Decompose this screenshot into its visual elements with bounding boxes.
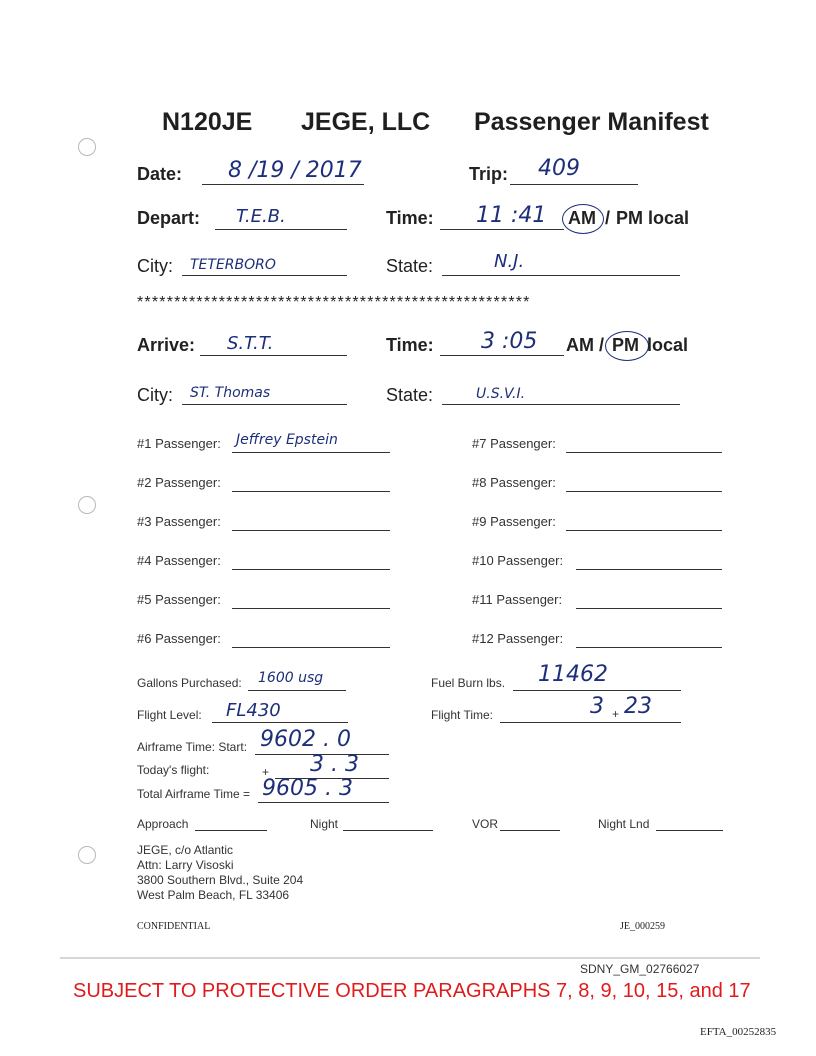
- arrive-am-sep: AM /: [566, 335, 604, 355]
- arrive-time-line: [440, 355, 564, 356]
- night-label: Night: [310, 817, 339, 831]
- trip-label: Trip:: [469, 164, 508, 184]
- passenger-5-line: [232, 608, 390, 609]
- gallons-line: [248, 690, 346, 691]
- date-line: [202, 184, 364, 185]
- passenger-4-label: #4 Passenger:: [137, 553, 221, 568]
- passenger-9-label: #9 Passenger:: [472, 514, 556, 529]
- arrive-time-label: Time:: [386, 335, 434, 355]
- night-landing-label: Night Lnd: [598, 817, 650, 831]
- passenger-10-label: #10 Passenger:: [472, 553, 564, 568]
- depart-am: AM: [568, 208, 596, 228]
- arrive-time-value: 3 :05: [481, 329, 538, 354]
- arrive-city-label: City:: [137, 385, 173, 405]
- punch-hole-middle: [78, 496, 96, 514]
- approach-label: Approach: [137, 817, 189, 831]
- depart-value: T.E.B.: [236, 206, 286, 227]
- bates-number: JE_000259: [620, 921, 665, 932]
- flight-level-label: Flight Level:: [137, 708, 202, 722]
- passenger-11-label: #11 Passenger:: [472, 592, 563, 607]
- depart-state-label: State:: [386, 256, 434, 276]
- arrive-state-label: State:: [386, 385, 434, 405]
- address-line-4: West Palm Beach, FL 33406: [137, 888, 290, 902]
- passenger-12-label: #12 Passenger:: [472, 631, 564, 646]
- arrive-state-line: [442, 404, 680, 405]
- arrive-value: S.T.T.: [227, 333, 274, 354]
- flight-time-label: Flight Time:: [431, 708, 494, 722]
- depart-am-circle: [562, 204, 604, 234]
- passenger-1-line: [232, 452, 390, 453]
- passenger-11-line: [576, 608, 722, 609]
- arrive-city-value: ST. Thomas: [190, 385, 271, 401]
- vor-line: [500, 830, 560, 831]
- flight-time-line: [500, 722, 681, 723]
- fuel-burn-label: Fuel Burn lbs.: [431, 676, 506, 690]
- passenger-6-line: [232, 647, 390, 648]
- gallons-value: 1600 usg: [258, 670, 324, 686]
- tail-number: N120JE: [162, 108, 253, 136]
- company-name: JEGE, LLC: [301, 108, 431, 136]
- flight-level-value: FL430: [226, 700, 281, 721]
- arrive-label: Arrive:: [137, 335, 196, 355]
- address-line-2: Attn: Larry Visoski: [137, 858, 234, 872]
- section-separator: *****************************************************: [137, 294, 531, 311]
- date-label: Date:: [137, 164, 183, 184]
- efta-number: EFTA_00252835: [700, 1026, 777, 1038]
- night-line: [343, 830, 433, 831]
- gallons-label: Gallons Purchased:: [137, 676, 242, 690]
- arrive-line: [200, 355, 347, 356]
- punch-hole-bottom: [78, 846, 96, 864]
- confidential-label: CONFIDENTIAL: [137, 921, 211, 932]
- passenger-4-line: [232, 569, 390, 570]
- passenger-2-label: #2 Passenger:: [137, 475, 221, 490]
- fuel-burn-value: 11462: [538, 662, 608, 687]
- todays-flight-plus: +: [262, 765, 270, 779]
- arrive-local: local: [647, 335, 689, 355]
- depart-pm-local: PM local: [616, 208, 690, 228]
- arrive-state-value: U.S.V.I.: [476, 386, 526, 402]
- depart-label: Depart:: [137, 208, 201, 228]
- airframe-start-label: Airframe Time: Start:: [137, 740, 248, 754]
- trip-line: [510, 184, 638, 185]
- depart-line: [215, 229, 347, 230]
- date-value: 8 /19 / 2017: [228, 158, 362, 183]
- flight-time-minutes: 23: [624, 694, 652, 719]
- fuel-burn-line: [513, 690, 681, 691]
- address-line-3: 3800 Southern Blvd., Suite 204: [137, 873, 304, 887]
- passenger-2-line: [232, 491, 390, 492]
- page-title: Passenger Manifest: [474, 108, 709, 136]
- total-airframe-label: Total Airframe Time =: [137, 787, 251, 801]
- vor-label: VOR: [472, 817, 499, 831]
- depart-city-value: TETERBORO: [190, 257, 276, 273]
- page-divider: [60, 957, 760, 959]
- address-block: [137, 843, 303, 903]
- depart-state-value: N.J.: [494, 251, 525, 272]
- flight-time-hours: 3: [590, 694, 604, 719]
- protective-order-banner: SUBJECT TO PROTECTIVE ORDER PARAGRAPHS 7, 8, 9, 10, 15, and 17: [73, 980, 751, 1002]
- passenger-1-value: Jeffrey Epstein: [236, 432, 338, 448]
- passenger-3-line: [232, 530, 390, 531]
- passenger-1-label: #1 Passenger:: [137, 436, 221, 451]
- address-line-1: JEGE, c/o Atlantic: [137, 843, 234, 857]
- sdny-number: SDNY_GM_02766027: [580, 962, 700, 976]
- arrive-pm: PM: [612, 335, 639, 355]
- depart-ampm-sep: /: [605, 208, 611, 228]
- depart-time-label: Time:: [386, 208, 434, 228]
- todays-flight-value: 3 . 3: [310, 752, 359, 777]
- passenger-10-line: [576, 569, 722, 570]
- airframe-start-value: 9602 . 0: [260, 727, 351, 752]
- passenger-9-line: [566, 530, 722, 531]
- depart-city-label: City:: [137, 256, 173, 276]
- passenger-8-line: [566, 491, 722, 492]
- passenger-5-label: #5 Passenger:: [137, 592, 221, 607]
- passenger-3-label: #3 Passenger:: [137, 514, 221, 529]
- total-airframe-line: [258, 802, 389, 803]
- arrive-city-line: [182, 404, 347, 405]
- passenger-6-label: #6 Passenger:: [137, 631, 221, 646]
- depart-state-line: [442, 275, 680, 276]
- approach-line: [195, 830, 267, 831]
- depart-time-line: [440, 229, 564, 230]
- passenger-7-line: [566, 452, 722, 453]
- flight-time-sep: +: [612, 707, 620, 721]
- flight-level-line: [212, 722, 348, 723]
- night-landing-line: [656, 830, 723, 831]
- passenger-12-line: [576, 647, 722, 648]
- todays-flight-label: Today's flight:: [137, 763, 210, 777]
- total-airframe-value: 9605 . 3: [262, 776, 353, 801]
- passenger-7-label: #7 Passenger:: [472, 436, 556, 451]
- punch-hole-top: [78, 138, 96, 156]
- trip-value: 409: [538, 156, 580, 181]
- depart-time-value: 11 :41: [476, 203, 547, 228]
- arrive-pm-circle: [605, 331, 649, 361]
- depart-city-line: [182, 275, 347, 276]
- passenger-8-label: #8 Passenger:: [472, 475, 556, 490]
